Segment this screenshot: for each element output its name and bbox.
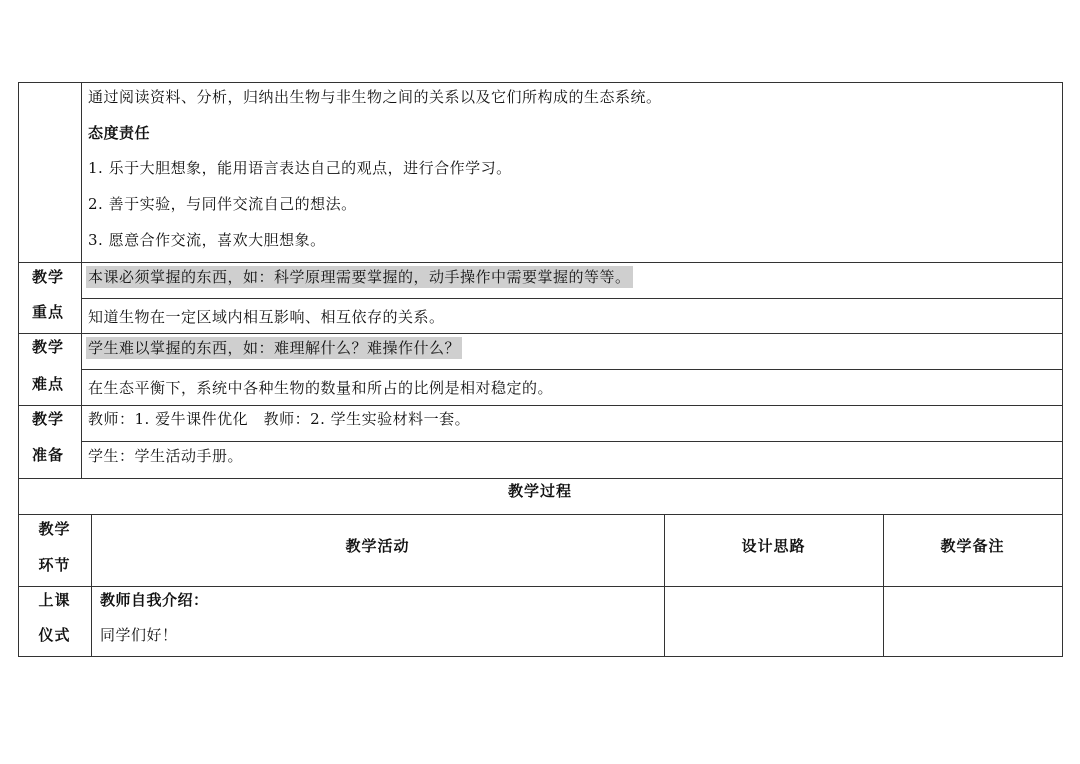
- key-points-hint: 本课必须掌握的东西，如：科学原理需要掌握的，动手操作中需要掌握的等等。: [88, 268, 631, 286]
- stage-header-bottom: 环节: [38, 556, 71, 574]
- process-title: 教学过程: [507, 482, 572, 500]
- difficulties-label-top: 教学: [32, 338, 65, 356]
- column-divider: [91, 514, 92, 657]
- difficulties-hint: 学生难以掌握的东西，如：难理解什么？难操作什么？: [88, 339, 461, 357]
- stage-cell-top: 上课: [38, 591, 71, 609]
- row-divider: [18, 586, 1062, 587]
- difficulties-label-bottom: 难点: [32, 375, 65, 393]
- goal-item: 3. 愿意合作交流，喜欢大胆想象。: [88, 231, 326, 249]
- goal-text: 通过阅读资料、分析，归纳出生物与非生物之间的关系以及它们所构成的生态系统。: [88, 88, 662, 106]
- activity-text: 同学们好！: [100, 626, 178, 644]
- row-divider: [18, 514, 1062, 515]
- difficulties-content: 在生态平衡下，系统中各种生物的数量和所占的比例是相对稳定的。: [88, 379, 554, 397]
- goal-item: 2. 善于实验，与同伴交流自己的想法。: [88, 195, 357, 213]
- activity-header: 教学活动: [345, 537, 410, 555]
- column-divider: [883, 514, 884, 657]
- key-points-content: 知道生物在一定区域内相互影响、相互依存的关系。: [88, 308, 445, 326]
- preparation-teacher: 教师：1. 爱牛课件优化 教师：2. 学生实验材料一套。: [88, 410, 471, 428]
- preparation-student: 学生：学生活动手册。: [88, 447, 244, 465]
- row-divider: [81, 369, 1062, 370]
- row-divider: [18, 405, 1062, 406]
- activity-title: 教师自我介绍：: [100, 591, 209, 609]
- stage-header-top: 教学: [38, 520, 71, 538]
- notes-header: 教学备注: [940, 537, 1005, 555]
- row-divider: [81, 298, 1062, 299]
- table-border-bottom: [18, 656, 1062, 657]
- row-divider: [18, 333, 1062, 334]
- attitude-heading: 态度责任: [88, 124, 151, 142]
- goal-item: 1. 乐于大胆想象，能用语言表达自己的观点，进行合作学习。: [88, 159, 512, 177]
- preparation-label-top: 教学: [32, 410, 65, 428]
- key-points-label-bottom: 重点: [32, 303, 65, 321]
- stage-cell-bottom: 仪式: [38, 626, 71, 644]
- key-points-label-top: 教学: [32, 268, 65, 286]
- column-divider: [81, 82, 82, 478]
- design-header: 设计思路: [741, 537, 806, 555]
- row-divider: [81, 441, 1062, 442]
- row-divider: [18, 262, 1062, 263]
- row-divider: [18, 478, 1062, 479]
- preparation-label-bottom: 准备: [32, 446, 65, 464]
- table-border-top: [18, 82, 1062, 83]
- column-divider: [664, 514, 665, 657]
- table-border-right: [1062, 82, 1063, 657]
